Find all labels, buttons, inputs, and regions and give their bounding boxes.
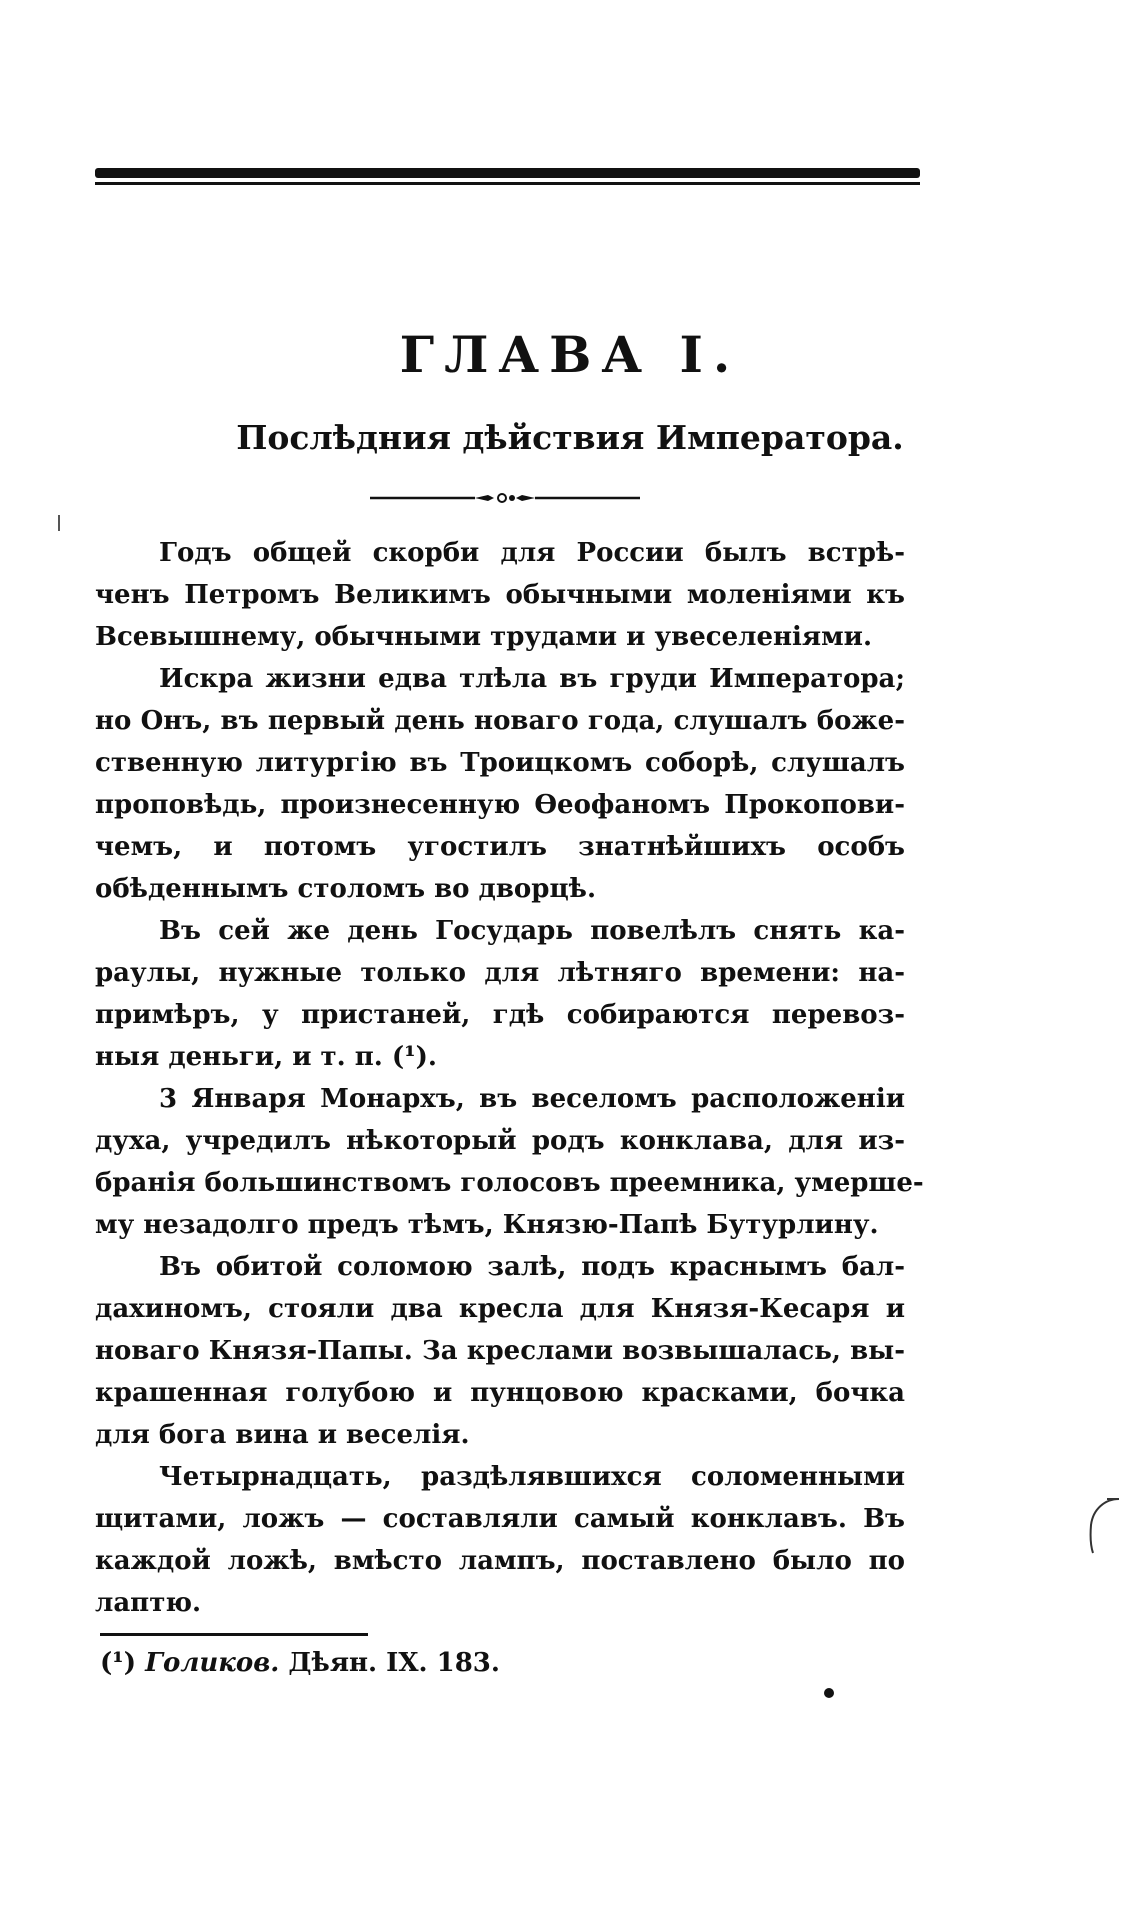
text-line: ственную литургiю въ Троицкомъ соборѣ, слушалъ — [95, 748, 905, 778]
text-line: Четырнадцать, раздѣлявшихся соломенными — [159, 1462, 905, 1492]
text-line: Искра жизни едва тлѣла въ груди Императора; — [159, 664, 905, 694]
text-line: раулы, нужные только для лѣтняго времени: на- — [95, 958, 905, 988]
text-line: ченъ Петромъ Великимъ обычными моленiями къ — [95, 580, 905, 610]
text-line: Всевышнему, обычными трудами и увеселенiями. — [95, 622, 873, 652]
stray-dot-mark — [824, 1688, 834, 1698]
text-line: чемъ, и потомъ угостилъ знатнѣйшихъ особъ — [95, 832, 905, 862]
footnote — [100, 1648, 500, 1678]
text-line: 3 Января Монархъ, въ веселомъ расположенiи — [159, 1084, 905, 1114]
header-rule-thick — [95, 168, 920, 178]
text-line: для бога вина и веселiя. — [95, 1420, 470, 1450]
text-line: лаптю. — [95, 1588, 202, 1618]
ornament-divider — [370, 490, 640, 506]
text-line: щитами, ложъ — составляли самый конклавъ. Въ — [95, 1504, 905, 1534]
margin-bracket-mark — [1085, 1495, 1121, 1555]
text-line: примѣръ, у пристаней, гдѣ собираются перевоз- — [95, 1000, 905, 1030]
text-line: Годъ общей скорби для России былъ встрѣ- — [159, 538, 905, 568]
header-rule-thin — [95, 182, 920, 185]
footnote-marker: (¹) — [100, 1648, 136, 1678]
text-line: бранiя большинствомъ голосовъ преемника, умерше- — [95, 1168, 924, 1198]
text-line: крашенная голубою и пунцовою красками, бочка — [95, 1378, 905, 1408]
text-line: но Онъ, въ первый день новаго года, слушалъ боже- — [95, 706, 905, 736]
margin-mark — [58, 515, 60, 531]
text-line: Въ обитой соломою залѣ, подъ краснымъ бал- — [159, 1252, 905, 1282]
text-line: новаго Князя-Папы. За креслами возвышалась, вы- — [95, 1336, 905, 1366]
footnote-reference: Дѣян. IX. 183. — [288, 1648, 500, 1678]
chapter-body — [95, 532, 924, 1624]
text-line: ныя деньги, и т. п. (¹). — [95, 1042, 437, 1072]
text-line: духа, учредилъ нѣкоторый родъ конклава, для из- — [95, 1126, 905, 1156]
text-line: каждой ложѣ, вмѣсто лампъ, поставлено было по — [95, 1546, 905, 1576]
text-line: дахиномъ, стояли два кресла для Князя-Кесаря и — [95, 1294, 905, 1324]
chapter-subtitle: Послѣдния дѣйствия Императора. — [236, 418, 904, 457]
text-line: Въ сей же день Государь повелѣлъ снять ка- — [159, 916, 905, 946]
text-line: му незадолго предъ тѣмъ, Князю-Папѣ Бутурлину. — [95, 1210, 879, 1240]
text-line: проповѣдь, произнесенную Ѳеофаномъ Прокопови- — [95, 790, 905, 820]
footnote-rule — [100, 1633, 368, 1636]
header-double-rule — [95, 168, 920, 185]
chapter-title: ГЛАВА I. — [399, 325, 741, 384]
text-line: обѣденнымъ столомъ во дворцѣ. — [95, 874, 596, 904]
footnote-author: Голиков. — [145, 1648, 280, 1678]
